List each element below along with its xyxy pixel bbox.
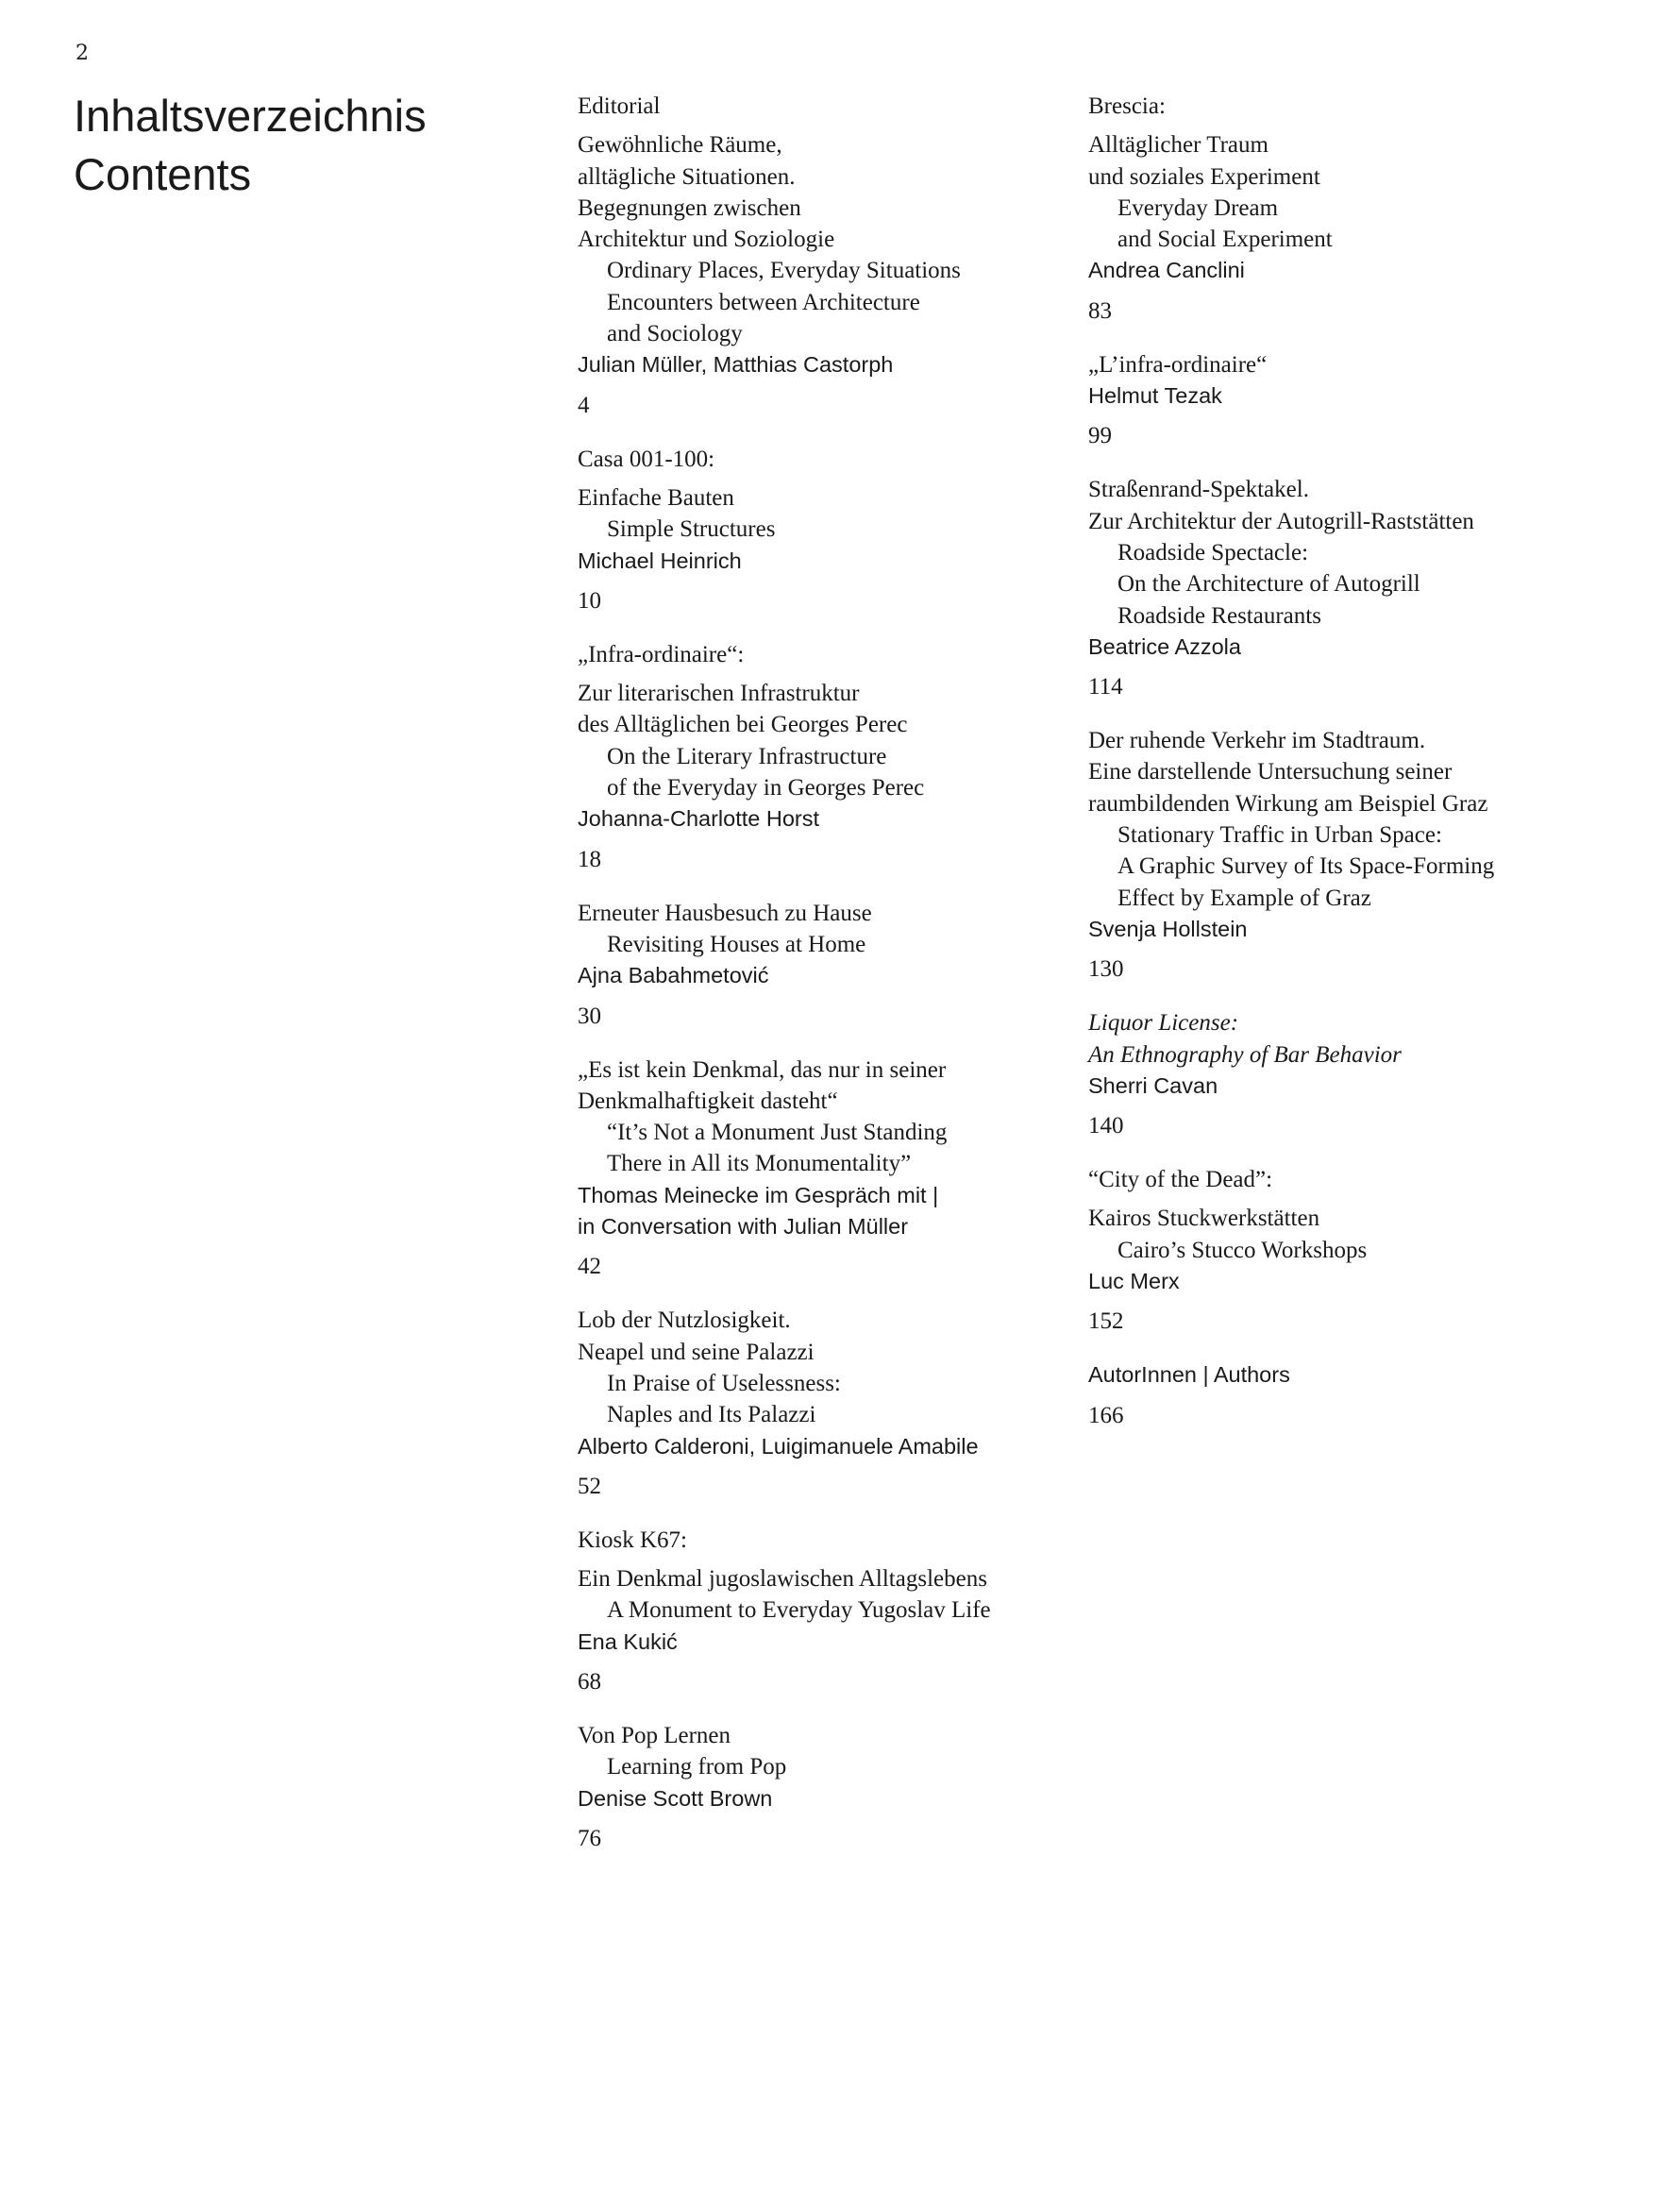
entry-title-english: A Monument to Everyday Yugoslav Life <box>607 1597 991 1624</box>
entry-title-italic: Liquor License: <box>1088 1010 1239 1037</box>
toc-entry <box>1088 349 1655 452</box>
toc-column-left <box>578 91 1106 1877</box>
entry-authors <box>578 1783 1106 1814</box>
entry-title <box>1088 725 1655 914</box>
entry-authors <box>578 1627 1106 1658</box>
entry-page-number: 99 <box>1088 423 1112 449</box>
entry-authors <box>578 1431 1106 1462</box>
toc-entry <box>1088 1164 1655 1337</box>
entry-title-german: raumbildenden Wirkung am Beispiel Graz <box>1088 790 1488 817</box>
toc-entry <box>578 898 1106 1032</box>
toc-column-right <box>1088 91 1655 1454</box>
entry-page-number: 68 <box>578 1668 601 1695</box>
entry-title-german: Von Pop Lernen <box>578 1722 731 1748</box>
entry-title <box>578 1563 1106 1627</box>
entry-title-english: Effect by Example of Graz <box>1117 885 1371 911</box>
toc-entry <box>578 1525 1106 1697</box>
entry-authors <box>1088 1359 1655 1391</box>
entry-kicker: Casa 001-100: <box>578 446 715 472</box>
entry-page-number: 83 <box>1088 297 1112 324</box>
entry-title-english: On the Literary Infrastructure <box>607 743 887 769</box>
entry-title-english: Ordinary Places, Everyday Situations <box>607 258 961 284</box>
entry-title-german: und soziales Experiment <box>1088 163 1320 190</box>
entry-author: Andrea Canclini <box>1088 258 1245 283</box>
entry-title-english: Roadside Restaurants <box>1117 602 1321 629</box>
entry-authors <box>1088 255 1655 286</box>
entry-page-number: 30 <box>578 1003 601 1029</box>
entry-page-number: 4 <box>578 392 590 418</box>
entry-author: in Conversation with Julian Müller <box>578 1214 909 1240</box>
entry-authors <box>1088 1266 1655 1297</box>
entry-authors <box>578 546 1106 577</box>
entry-kicker: “City of the Dead”: <box>1088 1167 1273 1193</box>
entry-title-english: Learning from Pop <box>607 1754 787 1780</box>
entry-authors <box>578 803 1106 835</box>
entry-page-number: 52 <box>578 1473 601 1499</box>
entry-title-english: There in All its Monumentality” <box>607 1151 912 1177</box>
entry-title-italic: An Ethnography of Bar Behavior <box>1088 1041 1402 1068</box>
entry-author: Alberto Calderoni, Luigimanuele Amabile <box>578 1433 979 1459</box>
entry-author: Svenja Hollstein <box>1088 916 1248 941</box>
toc-entry <box>1088 474 1655 702</box>
entry-title-german: Neapel und seine Palazzi <box>578 1339 815 1365</box>
entry-title <box>578 678 1106 803</box>
toc-entry <box>578 1054 1106 1283</box>
entry-authors <box>1088 380 1655 412</box>
entry-authors <box>578 349 1106 380</box>
entry-title-english: and Sociology <box>607 321 743 347</box>
entry-title <box>1088 1203 1655 1266</box>
entry-title-german: Zur literarischen Infrastruktur <box>578 681 860 707</box>
entry-authors <box>1088 914 1655 945</box>
entry-title-english: Naples and Its Palazzi <box>607 1402 816 1428</box>
entry-title <box>578 1054 1106 1180</box>
entry-author: Michael Heinrich <box>578 548 742 573</box>
entry-kicker: „Infra-ordinaire“: <box>578 641 745 667</box>
entry-title-german: Erneuter Hausbesuch zu Hause <box>578 900 872 926</box>
entry-title-english: and Social Experiment <box>1117 227 1333 253</box>
toc-entry <box>1088 1359 1655 1430</box>
entry-title <box>1088 129 1655 255</box>
entry-title-german: des Alltäglichen bei Georges Perec <box>578 712 908 738</box>
entry-page-number: 10 <box>578 587 601 614</box>
entry-title-english: Everyday Dream <box>1117 194 1279 221</box>
entry-title-english: Cairo’s Stucco Workshops <box>1117 1237 1368 1263</box>
entry-title-english: Encounters between Architecture <box>607 289 920 315</box>
entry-title-english: Revisiting Houses at Home <box>607 931 866 957</box>
entry-author: Ena Kukić <box>578 1628 678 1654</box>
entry-title-english: In Praise of Uselessness: <box>607 1370 841 1396</box>
entry-title-german: Zur Architektur der Autogrill-Raststätten <box>1088 508 1474 534</box>
entry-title-german: „L’infra-ordinaire“ <box>1088 351 1268 378</box>
entry-title-german: Einfache Bauten <box>578 484 734 511</box>
toc-entry <box>1088 91 1655 327</box>
page-title <box>74 87 427 204</box>
entry-title-english: A Graphic Survey of Its Space-Forming <box>1117 853 1495 880</box>
entry-title-german: Gewöhnliche Räume, <box>578 132 782 159</box>
entry-author: Sherri Cavan <box>1088 1072 1218 1098</box>
entry-authors <box>1088 1071 1655 1102</box>
entry-title-english: Simple Structures <box>607 516 776 543</box>
entry-author: Denise Scott Brown <box>578 1785 773 1811</box>
entry-title-german: Begegnungen zwischen <box>578 194 801 221</box>
entry-author: Thomas Meinecke im Gespräch mit | <box>578 1182 939 1207</box>
entry-authors <box>578 960 1106 991</box>
entry-title-english: “It’s Not a Monument Just Standing <box>607 1120 948 1146</box>
entry-title-german: Alltäglicher Traum <box>1088 132 1268 159</box>
entry-page-number: 140 <box>1088 1113 1124 1139</box>
toc-entry <box>578 1305 1106 1501</box>
toc-entry <box>578 1720 1106 1854</box>
entry-title-german: Straßenrand-Spektakel. <box>1088 477 1309 503</box>
entry-title-german: Der ruhende Verkehr im Stadtraum. <box>1088 728 1426 754</box>
entry-title-english: Stationary Traffic in Urban Space: <box>1117 822 1442 849</box>
entry-title <box>1088 349 1655 380</box>
entry-page-number: 114 <box>1088 674 1123 700</box>
entry-title <box>1088 474 1655 631</box>
entry-author: Helmut Tezak <box>1088 383 1222 409</box>
entry-title-german: alltägliche Situationen. <box>578 163 796 190</box>
toc-entry <box>1088 725 1655 985</box>
entry-title-german: Kairos Stuckwerkstätten <box>1088 1206 1320 1232</box>
entry-title-english: of the Everyday in Georges Perec <box>607 775 925 801</box>
entry-kicker: Kiosk K67: <box>578 1527 687 1553</box>
entry-author: Beatrice Azzola <box>1088 633 1241 659</box>
entry-title <box>578 482 1106 546</box>
toc-entry <box>578 639 1106 875</box>
entry-author: Julian Müller, Matthias Castorph <box>578 352 894 378</box>
entry-title-german: Ein Denkmal jugoslawischen Alltagslebens <box>578 1566 987 1593</box>
entry-page-number: 166 <box>1088 1402 1124 1428</box>
entry-title <box>578 1720 1106 1783</box>
entry-page-number: 76 <box>578 1825 601 1851</box>
entry-title-german: „Es ist kein Denkmal, das nur in seiner <box>578 1056 947 1083</box>
entry-authors <box>1088 632 1655 663</box>
entry-title-german: Lob der Nutzlosigkeit. <box>578 1307 791 1334</box>
entry-page-number: 18 <box>578 846 601 872</box>
entry-title-english: On the Architecture of Autogrill <box>1117 571 1420 598</box>
entry-page-number: 42 <box>578 1254 601 1280</box>
entry-page-number: 152 <box>1088 1308 1124 1335</box>
entry-author: Luc Merx <box>1088 1269 1180 1294</box>
entry-kicker: Brescia: <box>1088 93 1166 119</box>
entry-author: Ajna Babahmetović <box>578 963 769 988</box>
toc-entry <box>578 91 1106 421</box>
entry-page-number: 130 <box>1088 956 1124 983</box>
entry-authors <box>578 1180 1106 1243</box>
entry-title-german: Architektur und Soziologie <box>578 227 835 253</box>
page-number: 2 <box>76 42 89 65</box>
entry-author: Johanna-Charlotte Horst <box>578 806 820 832</box>
entry-title <box>578 129 1106 349</box>
entry-title <box>578 898 1106 961</box>
entry-title <box>1088 1007 1655 1071</box>
entry-title-english: Roadside Spectacle: <box>1117 539 1309 565</box>
entry-title-german: Eine darstellende Untersuchung seiner <box>1088 759 1453 785</box>
entry-kicker: Editorial <box>578 93 661 119</box>
entry-title <box>578 1305 1106 1430</box>
title-german: Inhaltsverzeichnis <box>74 91 427 141</box>
toc-entry <box>1088 1007 1655 1141</box>
toc-entry <box>578 444 1106 616</box>
entry-title-german: Denkmalhaftigkeit dasteht“ <box>578 1088 838 1114</box>
title-english: Contents <box>74 149 252 199</box>
entry-author: AutorInnen | Authors <box>1088 1362 1290 1388</box>
